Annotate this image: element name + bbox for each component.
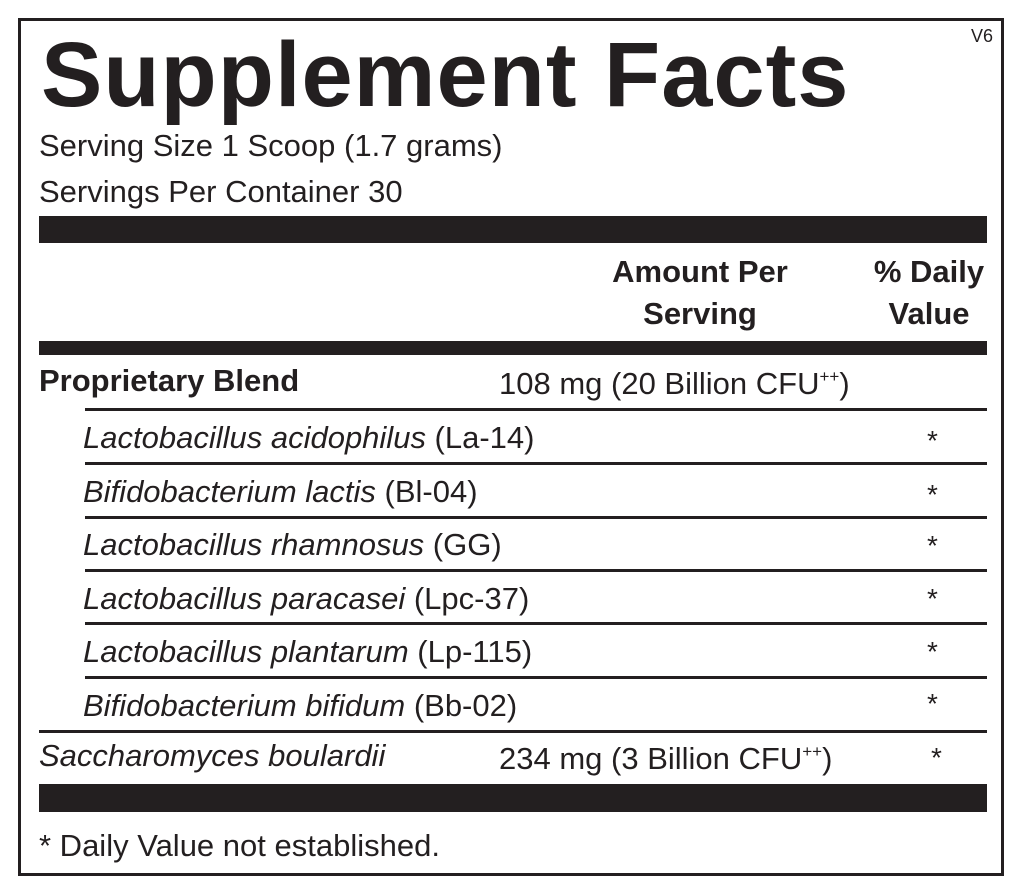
- row-divider: [85, 622, 987, 625]
- row-divider: [85, 408, 987, 411]
- ingredient-daily-value: *: [927, 636, 938, 667]
- servings-per-container: Servings Per Container 30: [39, 174, 403, 209]
- ingredient-daily-value: *: [927, 530, 938, 561]
- ingredient-name: Bifidobacterium bifidum: [83, 688, 406, 723]
- ingredient-name: Lactobacillus rhamnosus: [83, 527, 425, 562]
- ingredient-daily-value: *: [927, 479, 938, 510]
- ingredient-row: [83, 527, 502, 563]
- ingredient-row: [83, 634, 532, 670]
- amount-header-line1: Amount Per: [612, 254, 788, 289]
- ingredient-strain: (Lp-115): [408, 634, 533, 669]
- ingredient-row: [83, 420, 534, 456]
- daily-value-header-line1: % Daily: [873, 254, 985, 289]
- ingredient-daily-value: *: [927, 583, 938, 614]
- amount-per-serving-header: [585, 251, 815, 335]
- saccharomyces-row: [39, 738, 385, 774]
- supplement-facts-panel: [18, 18, 1004, 876]
- daily-value-header-line2: Value: [888, 296, 970, 331]
- ingredient-strain: (Bb-02): [405, 688, 518, 723]
- ingredient-name: Lactobacillus paracasei: [83, 581, 406, 616]
- ingredient-row: [83, 581, 529, 617]
- ingredient-row: [83, 688, 517, 724]
- saccharomyces-amount: 234 mg (3 Billion CFU++): [499, 741, 833, 776]
- serving-size: Serving Size 1 Scoop (1.7 grams): [39, 128, 503, 163]
- ingredient-strain: (La-14): [425, 420, 535, 455]
- ingredient-name: Bifidobacterium lactis: [83, 474, 376, 509]
- version-label: V6: [970, 26, 993, 46]
- footnote: * Daily Value not established.: [39, 828, 440, 863]
- ingredient-strain: (Lpc-37): [405, 581, 530, 616]
- thick-divider-top: [39, 216, 987, 243]
- ingredient-strain: (Bl-04): [375, 474, 478, 509]
- row-divider: [39, 730, 987, 733]
- saccharomyces-name: Saccharomyces boulardii: [39, 738, 386, 773]
- ingredient-name: Lactobacillus plantarum: [83, 634, 409, 669]
- panel-title: Supplement Facts: [41, 24, 850, 126]
- ingredient-name: Lactobacillus acidophilus: [83, 420, 426, 455]
- saccharomyces-daily-value: *: [931, 742, 942, 773]
- daily-value-header: [859, 251, 999, 335]
- row-divider: [85, 676, 987, 679]
- row-divider: [85, 569, 987, 572]
- medium-divider: [39, 341, 987, 355]
- ingredient-daily-value: *: [927, 688, 938, 719]
- proprietary-blend-amount: 108 mg (20 Billion CFU++): [499, 366, 850, 401]
- row-divider: [85, 516, 987, 519]
- ingredient-row: [83, 474, 478, 510]
- row-divider: [85, 462, 987, 465]
- ingredient-strain: (GG): [424, 527, 502, 562]
- amount-header-line2: Serving: [643, 296, 757, 331]
- thick-divider-bottom: [39, 784, 987, 812]
- proprietary-blend-label: Proprietary Blend: [39, 363, 300, 398]
- ingredient-daily-value: *: [927, 425, 938, 456]
